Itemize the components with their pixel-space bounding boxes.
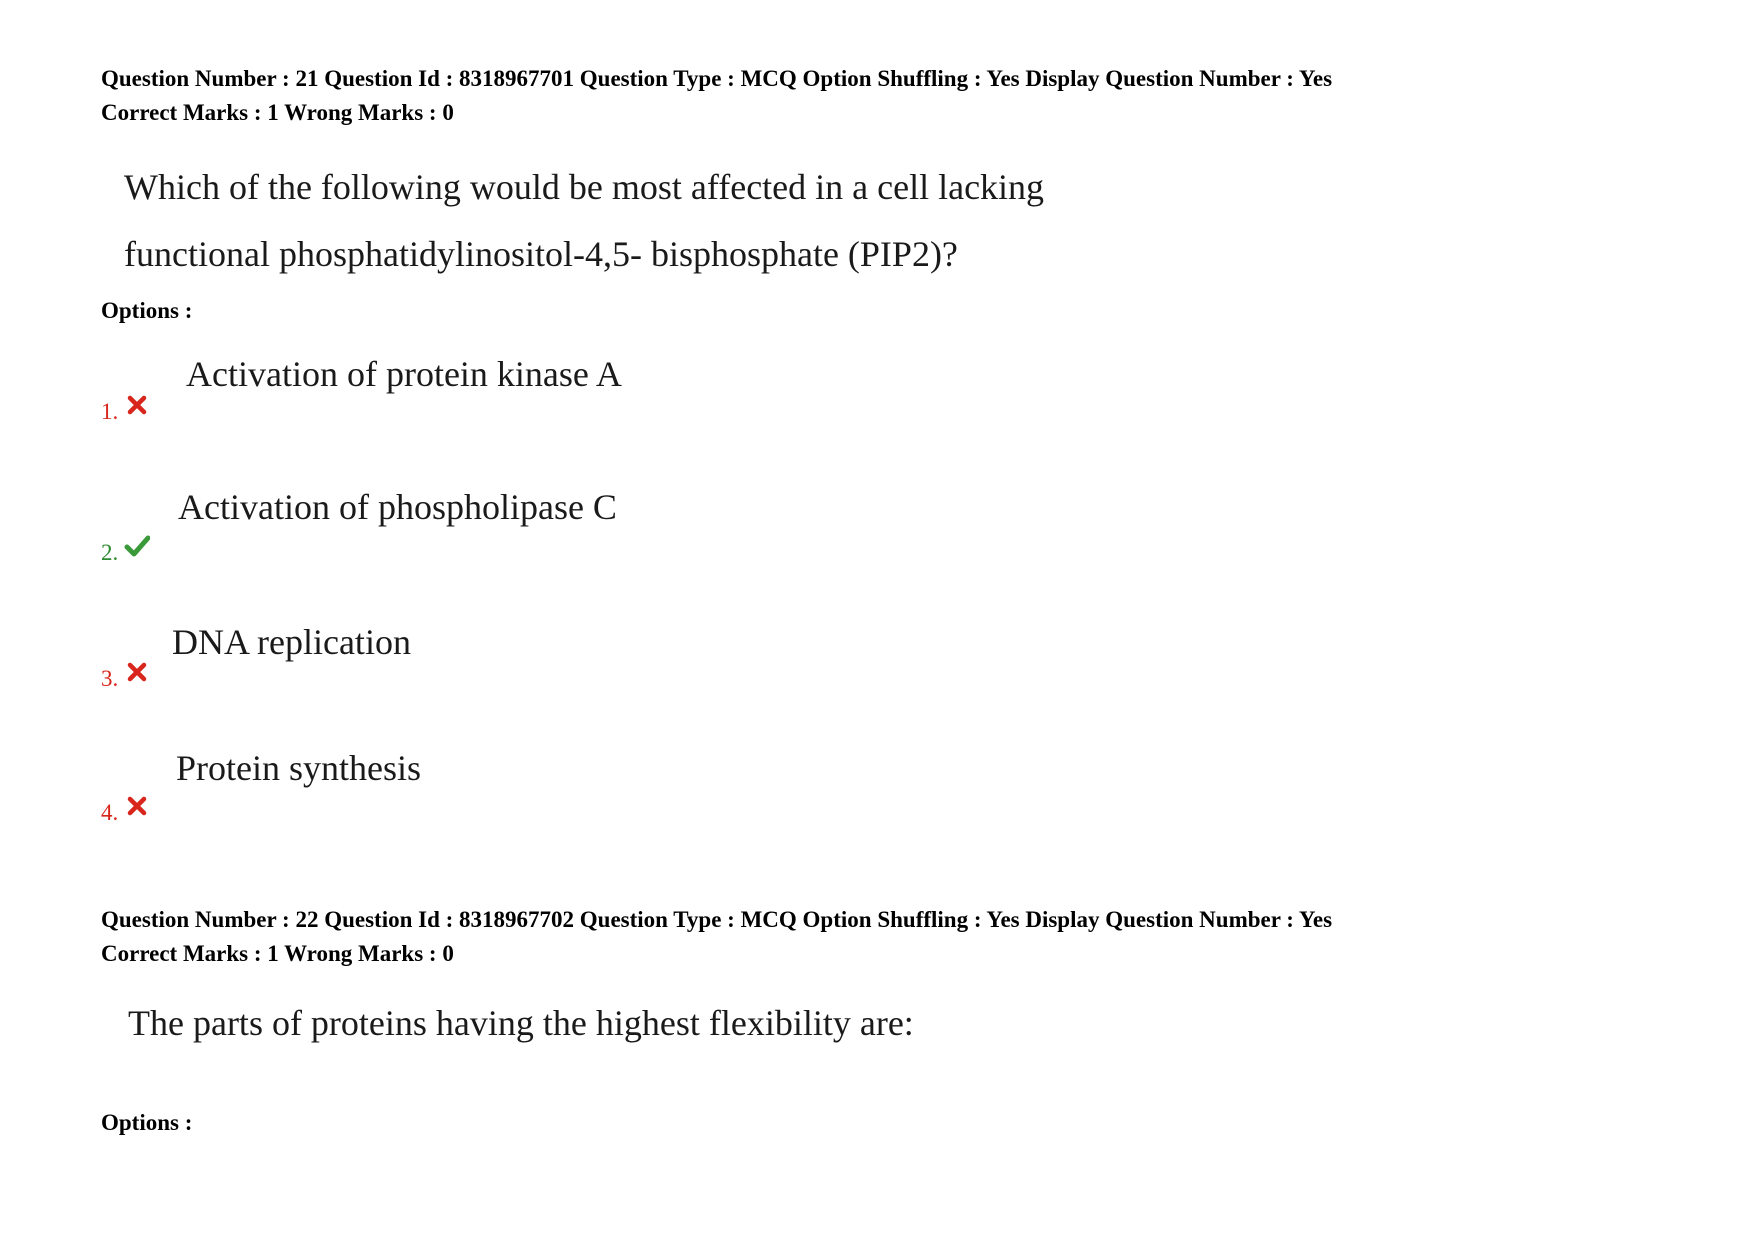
question-meta-line: Question Number : 22 Question Id : 8318967702 Question Type : MCQ Option Shuffling : Yes Display Question Number : Yes: [101, 907, 1333, 932]
check-icon: [124, 533, 150, 559]
option-number: 4.: [101, 800, 119, 825]
question-text-line: Which of the following would be most affected in a cell lacking: [124, 167, 1045, 207]
cross-icon: [124, 659, 150, 685]
option-1-marker: [101, 396, 150, 426]
option-2-marker: [101, 537, 150, 567]
marks-meta-line: Correct Marks : 1 Wrong Marks : 0: [101, 941, 454, 966]
option-number: 2.: [101, 540, 119, 565]
cross-icon: [124, 793, 150, 819]
question-text-line: The parts of proteins having the highest flexibility are:: [128, 1003, 914, 1043]
question-text-line: functional phosphatidylinositol-4,5- bisphosphate (PIP2)?: [124, 234, 958, 274]
option-number: 3.: [101, 666, 119, 691]
option-4-text: Protein synthesis: [176, 748, 422, 788]
option-1-text: Activation of protein kinase A: [186, 354, 622, 394]
options-label: Options :: [101, 298, 193, 323]
option-3-marker: [101, 663, 150, 693]
question-meta-line: Question Number : 21 Question Id : 8318967701 Question Type : MCQ Option Shuffling : Yes Display Question Number : Yes: [101, 66, 1333, 91]
option-4-marker: [101, 797, 150, 827]
option-number: 1.: [101, 399, 119, 424]
options-label: Options :: [101, 1110, 193, 1135]
question-22-meta: [101, 903, 1332, 971]
question-22-text: [128, 995, 914, 1051]
question-21-meta: [101, 62, 1332, 130]
option-2-text: Activation of phospholipase C: [178, 487, 617, 527]
marks-meta-line: Correct Marks : 1 Wrong Marks : 0: [101, 100, 454, 125]
option-3-text: DNA replication: [172, 622, 411, 662]
cross-icon: [124, 392, 150, 418]
question-21-text: [124, 154, 1044, 288]
